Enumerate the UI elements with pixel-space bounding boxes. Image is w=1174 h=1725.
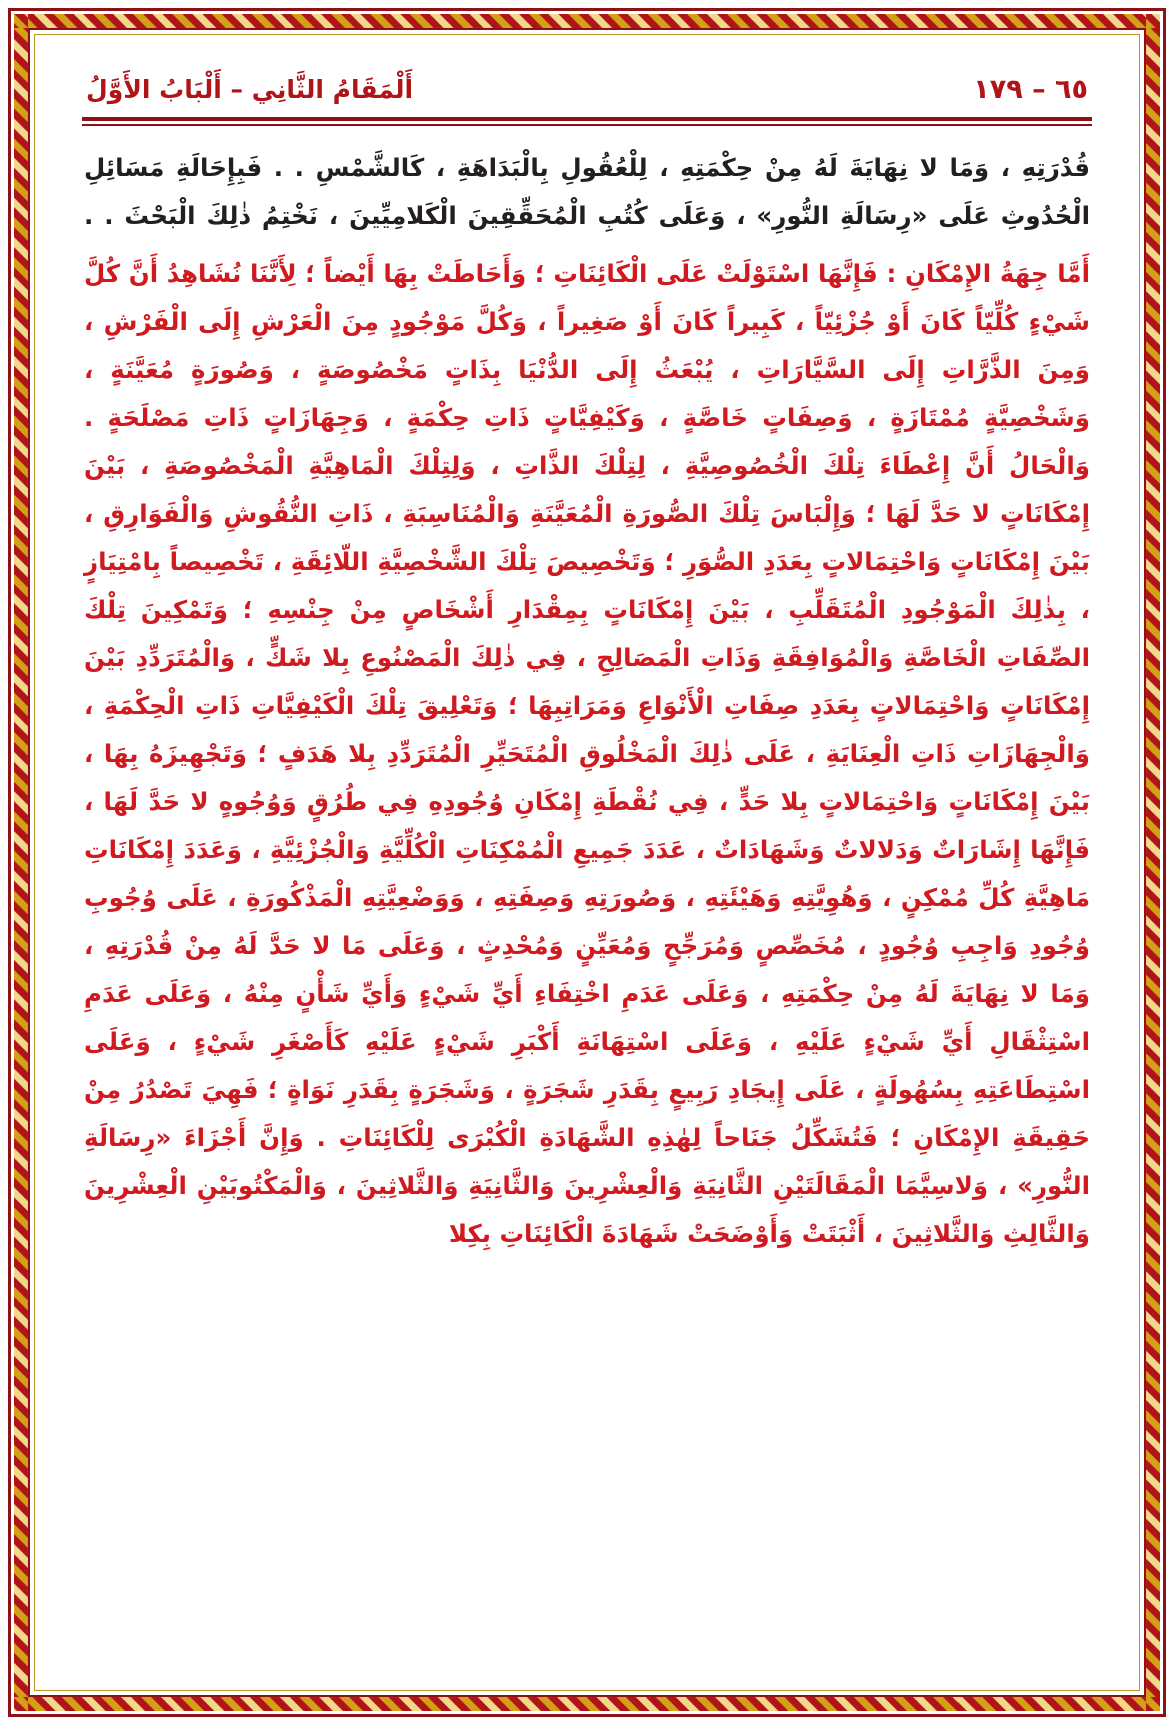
body-text [72,144,1102,1258]
paragraph-main: أَمَّا جِهَةُ الإِمْكَانِ : فَإِنَّهَا اسْتَوْلَتْ عَلَى الْكَائِنَاتِ ؛ وَأَحَاطَتْ بِهَا أَيْضاً ؛ لِأَنَّنَا نُشَاهِدُ أَنَّ كُلَّ شَيْءٍ كُلِّيّاً كَانَ أَوْ جُزْئِيّاً ، كَبِيراً كَانَ أَوْ صَغِيراً ، وَكُلَّ مَوْجُودٍ مِنَ الْعَرْشِ إِلَى الْفَرْشِ ، وَمِنَ الذَّرَّاتِ إِلَى السَّيَّارَاتِ ، يُبْعَثُ إِلَى الدُّنْيَا بِذَاتٍ مَخْصُوصَةٍ ، وَصُورَةٍ مُعَيَّنَةٍ ، وَشَخْصِيَّةٍ مُمْتَازَةٍ ، وَصِفَاتٍ خَاصَّةٍ ، وَكَيْفِيَّاتٍ ذَاتِ حِكْمَةٍ ، وَجِهَازَاتٍ ذَاتِ مَصْلَحَةٍ . وَالْحَالُ أَنَّ إِعْطَاءَ تِلْكَ الْخُصُوصِيَّةِ ، لِتِلْكَ الذَّاتِ ، وَلِتِلْكَ الْمَاهِيَّةِ الْمَخْصُوصَةِ ، بَيْنَ إِمْكَانَاتٍ لا حَدَّ لَهَا ؛ وَإِلْبَاسَ تِلْكَ الصُّورَةِ الْمُعَيَّنَةِ وَالْمُنَاسِبَةِ ، ذَاتِ النُّقُوشِ وَالْفَوَارِقِ ، بَيْنَ إِمْكَانَاتٍ وَاحْتِمَالاتٍ بِعَدَدِ الصُّوَرِ ؛ وَتَخْصِيصَ تِلْكَ الشَّخْصِيَّةِ اللّائِقَةِ ، تَخْصِيصاً بِامْتِيَازٍ ، بِذٰلِكَ الْمَوْجُودِ الْمُتَقَلِّبِ ، بَيْنَ إِمْكَانَاتٍ بِمِقْدَارِ أَشْخَاصٍ مِنْ جِنْسِهِ ؛ وَتَمْكِينَ تِلْكَ الصِّفَاتِ الْخَاصَّةِ وَالْمُوَافِقَةِ وَذَاتِ الْمَصَالِحِ ، فِي ذٰلِكَ الْمَصْنُوعِ بِلا شَكٍّ ، وَالْمُتَرَدِّدِ بَيْنَ إِمْكَانَاتٍ وَاحْتِمَالاتٍ بِعَدَدِ صِفَاتِ الْأَنْوَاعِ وَمَرَاتِبِهَا ؛ وَتَعْلِيقَ تِلْكَ الْكَيْفِيَّاتِ ذَاتِ الْحِكْمَةِ ، وَالْجِهَازَاتِ ذَاتِ الْعِنَايَةِ ، عَلَى ذٰلِكَ الْمَخْلُوقِ الْمُتَحَيِّرِ الْمُتَرَدِّدِ بِلا هَدَفٍ ؛ وَتَجْهِيزَهُ بِهَا ، بَيْنَ إِمْكَانَاتٍ وَاحْتِمَالاتٍ بِلا حَدٍّ ، فِي نُقْطَةِ إِمْكَانِ وُجُودِهِ فِي طُرُقٍ وَوُجُوهٍ لا حَدَّ لَهَا ، فَإِنَّهَا إِشَارَاتٌ وَدَلالاتٌ وَشَهَادَاتٌ ، عَدَدَ جَمِيعِ الْمُمْكِنَاتِ الْكُلِّيَّةِ وَالْجُزْئِيَّةِ ، وَعَدَدَ إِمْكَانَاتِ مَاهِيَّةِ كُلِّ مُمْكِنٍ ، وَهُوِيَّتِهِ وَهَيْئَتِهِ ، وَصُورَتِهِ وَصِفَتِهِ ، وَوَضْعِيَّتِهِ الْمَذْكُورَةِ ، عَلَى وُجُوبِ وُجُودِ وَاجِبِ وُجُودٍ ، مُخَصِّصٍ وَمُرَجِّحٍ وَمُعَيِّنٍ وَمُحْدِثٍ ، وَعَلَى مَا لا حَدَّ لَهُ مِنْ قُدْرَتِهِ ، وَمَا لا نِهَايَةَ لَهُ مِنْ حِكْمَتِهِ ، وَعَلَى عَدَمِ اخْتِفَاءِ أَيِّ شَيْءٍ وَأَيِّ شَأْنٍ مِنْهُ ، وَعَلَى عَدَمِ اسْتِثْقَالِ أَيِّ شَيْءٍ عَلَيْهِ ، وَعَلَى اسْتِهَانَةِ أَكْبَرِ شَيْءٍ عَلَيْهِ كَأَصْغَرِ شَيْءٍ ، وَعَلَى اسْتِطَاعَتِهِ بِسُهُولَةٍ ، عَلَى إِيجَادِ رَبِيعٍ بِقَدَرِ شَجَرَةٍ ، وَشَجَرَةٍ بِقَدَرِ نَوَاةٍ ؛ فَهِيَ تَصْدُرُ مِنْ حَقِيقَةِ الإِمْكَانِ ؛ فَتُشَكِّلُ جَنَاحاً لِهٰذِهِ الشَّهَادَةِ الْكُبْرَى لِلْكَائِنَاتِ . وَإِنَّ أَجْزَاءَ «رِسَالَةِ النُّورِ» ، وَلاسِيَّمَا الْمَقَالَتَيْنِ الثَّانِيَةِ وَالْعِشْرِينَ وَالثَّانِيَةِ وَالثَّلاثِينَ ، وَالْمَكْتُوبَيْنِ الْعِشْرِينَ وَالثَّالِثِ وَالثَّلاثِينَ ، أَثْبَتَتْ وَأَوْضَحَتْ شَهَادَةَ الْكَائِنَاتِ بِكِلا [84,259,1090,1248]
divider-thin-line [82,124,1092,126]
header-divider [82,117,1092,126]
page-content [46,46,1128,1679]
divider-thick-line [82,117,1092,121]
page-header [72,66,1102,107]
page-number: ٦٥ – ١٧٩ [973,74,1088,105]
chapter-title: أَلْمَقَامُ الثَّانِي – أَلْبَابُ الأَوَّلُ [86,75,414,104]
paragraph-intro: قُدْرَتِهِ ، وَمَا لا نِهَايَةَ لَهُ مِنْ حِكْمَتِهِ ، لِلْعُقُولِ بِالْبَدَاهَةِ ، كَالشَّمْسِ . . فَبِإِحَالَةِ مَسَائِلِ الْحُدُوثِ عَلَى «رِسَالَةِ النُّورِ» ، وَعَلَى كُتُبِ الْمُحَقِّقِينَ الْكَلامِيِّينَ ، نَخْتِمُ ذٰلِكَ الْبَحْثَ . . [84,153,1090,230]
